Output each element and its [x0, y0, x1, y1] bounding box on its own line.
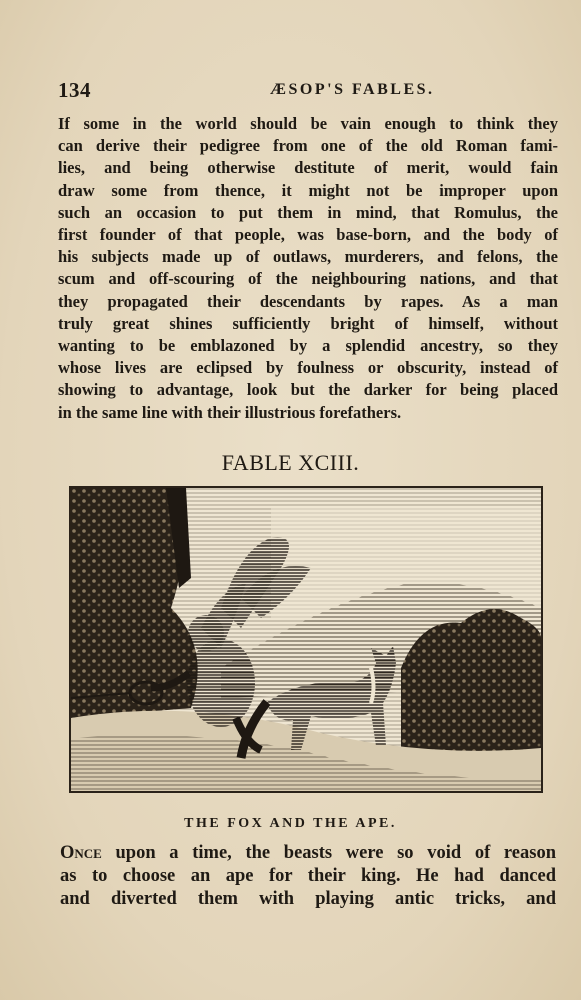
opening-word: Once — [60, 843, 102, 863]
page-header — [58, 78, 558, 104]
text-line: whose lives are eclipsed by foulness or obscurity, instead of — [58, 358, 558, 378]
fable-story — [60, 842, 556, 911]
page-number: 134 — [58, 78, 91, 102]
text-line-rest: upon a time, the beasts were so void of reason — [101, 843, 556, 863]
text-line: wanting to be emblazoned by a splendid ancestry, so they — [58, 336, 558, 356]
running-title: ÆSOP'S FABLES. — [270, 81, 435, 98]
text-line: and diverted them with playing antic tricks, and — [60, 889, 556, 909]
text-line — [60, 842, 556, 865]
text-line: lies, and being otherwise destitute of merit, would fain — [58, 158, 558, 178]
text-line: they propagated their descendants by rapes. As a man — [58, 291, 558, 311]
text-line: can derive their pedigree from one of the old Roman fami- — [58, 136, 558, 156]
text-line: his subjects made up of outlaws, murderers, and felons, the — [58, 247, 558, 267]
moral-paragraph — [58, 113, 558, 424]
text-line: If some in the world should be vain enough to think they — [58, 114, 558, 133]
text-line: in the same line with their illustrious forefathers. — [58, 402, 402, 422]
fable-illustration — [69, 486, 543, 793]
illustration-caption: THE FOX AND THE APE. — [184, 816, 397, 831]
text-line: such an occasion to put them in mind, that Romulus, the — [58, 202, 558, 222]
text-line: scum and off-scouring of the neighbouring nations, and that — [58, 269, 558, 289]
text-line: as to choose an ape for their king. He had danced — [60, 866, 556, 886]
text-line: showing to advantage, look but the darker for being placed — [58, 380, 558, 400]
fable-title: FABLE XCIII. — [221, 450, 360, 475]
text-line: first founder of that people, was base-born, and the body of — [58, 225, 558, 245]
text-line: draw some from thence, it might not be improper upon — [58, 180, 558, 200]
woodcut-image — [71, 488, 541, 791]
text-line: truly great shines sufficiently bright of himself, without — [58, 313, 558, 333]
